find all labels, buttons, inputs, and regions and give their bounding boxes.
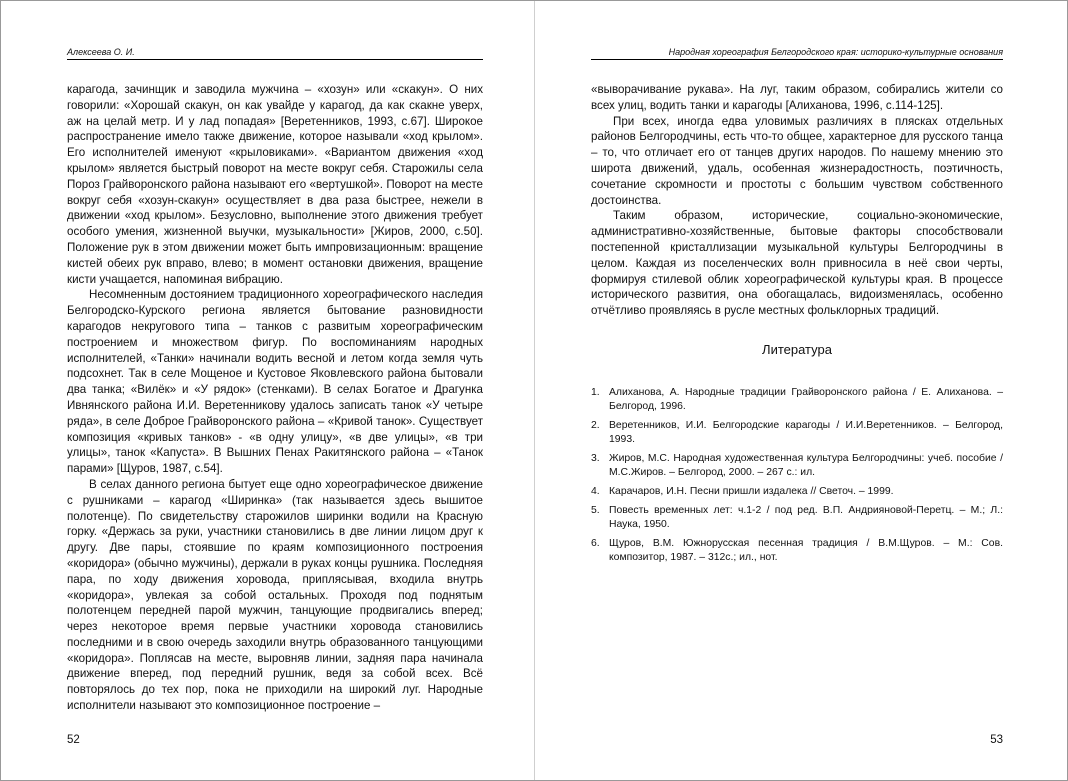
left-body-text bbox=[67, 82, 483, 714]
reference-number: 3. bbox=[591, 453, 600, 464]
right-page bbox=[591, 1, 1003, 780]
reference-list bbox=[591, 386, 1003, 570]
right-body-text bbox=[591, 82, 1003, 319]
reference-number: 4. bbox=[591, 486, 600, 497]
reference-number: 2. bbox=[591, 420, 600, 431]
right-paragraph-2: При всех, иногда едва уловимых различиях в плясках отдельных районов Белгородчины, есть что-то общее, характерное для русского танца – то, что отличает его от танцев других народов. По нашему мнению это широта движений, удаль, особенная жизнерадостность, поэтичность, сочетание скромности и простоты с большим чувством собственного достоинства. bbox=[591, 114, 1003, 207]
right-paragraph-1: «выворачивание рукава». На луг, таким образом, собирались жители со всех улиц, водить танки и карагоды [Алиханова, 1996, с.114-125]. bbox=[591, 83, 1003, 112]
right-paragraph-3: Таким образом, исторические, социально-экономические, административно-хозяйственные, бытовые факторы способствовали постепенной кристаллизации музыкальной культуры Белгородчины в целом. Каждая из поселенческих волн привносила в неё свои черты, формируя стилевой облик хореографической культуры края. В процессе исторического развития, она обогащалась, видоизменялась, особенно отчётливо проявляясь в русле местных фольклорных традиций. bbox=[591, 209, 1003, 318]
reference-item bbox=[591, 537, 1003, 565]
reference-text: Щуров, В.М. Южнорусская песенная традиция / В.М.Щуров. – М.: Сов. композитор, 1987. – 312с.; ил., нот. bbox=[609, 538, 1003, 563]
left-paragraph-3: В селах данного региона бытует еще одно хореографическое движение с рушниками – карагод «Ширинка» (так называется здесь вышитое полотенце). По свидетельству старожилов ширинки водили на Красную горку. «Держась за руки, участники становились в две линии лицом друг к другу. Две пары, стоявшие по краям композиционного построения «коридора» (обычно мужчины), держали в руках концы рушника. Последняя пара, по ходу движения хоровода, приплясывая, входила внутрь «коридора», увлекая за собой остальных. Проходя под поднятым полотенцем передней парой мужчин, танцующие продвигались вперед; через некоторое время первые участники хоровода становились последними и в свою очередь заходили внутрь образованного танцующими «коридора». Поплясав на месте, выровняв линии, задняя пара начинала движение вперед, под передний рушник, ведя за собой всех. Всё повторялось до тех пор, пока не приходили на широкий луг. Народные исполнители называют это композиционное построение – bbox=[67, 477, 483, 713]
reference-text: Жиров, М.С. Народная художественная культура Белгородчины: учеб. пособие / М.С.Жиров. – Белгород, 2000. – 267 с.: ил. bbox=[609, 453, 1003, 478]
reference-number: 6. bbox=[591, 538, 600, 549]
reference-number: 1. bbox=[591, 387, 600, 398]
reference-number: 5. bbox=[591, 505, 600, 516]
reference-text: Карачаров, И.Н. Песни пришли издалека // Светоч. – 1999. bbox=[609, 486, 894, 497]
literature-heading: Литература bbox=[762, 342, 832, 357]
reference-item bbox=[591, 419, 1003, 447]
reference-text: Алиханова, А. Народные традиции Грайворонского района / Е. Алиханова. – Белгород, 1996. bbox=[609, 387, 1003, 412]
reference-item bbox=[591, 452, 1003, 480]
left-page bbox=[67, 1, 483, 780]
reference-item bbox=[591, 386, 1003, 414]
left-paragraph-1: карагода, зачинщик и заводила мужчина – «хозун» или «скакун». О них говорили: «Хорошай скакун, он как увайде у карагод, да как скакне уверх, аж на целай метр. И у лад попадая» [Веретенников, 1993, с.67]. Широкое распространение имело также движение, которое называли «ход крылом». Его исполнителей именуют «крыловиками». «Вариантом движения «ход крылом» является быстрый поворот на месте вокруг себя. Старожилы села Пороз Грайворонского района называют его «вертушкой». Поворот на месте вокруг себя «хозун-скакун» осуществляет в два раза быстрее, нежели в движении «ход крылом». Безусловно, выполнение этого движения требует особого умения, жизненной выучки, музыкальности» [Жиров, 2000, с.50]. Положение рук в этом движении может быть импровизационным: вращение кистей обеих рук вправо, влево; в момент остановки движения, вращение кисти учащается, напоминая вибрацию. bbox=[67, 83, 483, 286]
left-page-number: 52 bbox=[67, 734, 80, 746]
reference-text: Повесть временных лет: ч.1-2 / под ред. В.П. Андрияновой-Перетц. – М.; Л.: Наука, 1950. bbox=[609, 505, 1003, 530]
left-running-head: Алексеева О. И. bbox=[67, 47, 483, 60]
right-page-number: 53 bbox=[990, 734, 1003, 746]
reference-item bbox=[591, 485, 1003, 499]
reference-item bbox=[591, 504, 1003, 532]
left-paragraph-2: Несомненным достоянием традиционного хореографического наследия Белгородско-Курского региона является бытование разновидности карагодов некругового типа – танков с развитым хореографическим построением и множеством фигур. По воспоминаниям народных исполнителей, «Танки» начинали водить весной и летом когда земля чуть подсохнет. Так в селе Мощеное и Кустовое Яковлевского района бытовали два танка; «Вилёк» и «У рядок» (стенками). В селах Богатое и Драгунка Ивнянского района И.И. Веретенникову удалось записать танок «У четыре ряда», в селе Доброе Грайворонского района – «Кривой танок». Существует композиция «кривых танков» - «в одну улицу», «в две улицы», «в три улицы», танок «Капуста». В Вышних Пенах Ракитянского района – «Танок парами» [Щуров, 1987, с.54]. bbox=[67, 288, 483, 476]
page-gutter bbox=[534, 1, 535, 780]
right-running-head: Народная хореография Белгородского края: историко-культурные основания bbox=[591, 47, 1003, 60]
reference-text: Веретенников, И.И. Белгородские карагоды / И.И.Веретенников. – Белгород, 1993. bbox=[609, 420, 1003, 445]
